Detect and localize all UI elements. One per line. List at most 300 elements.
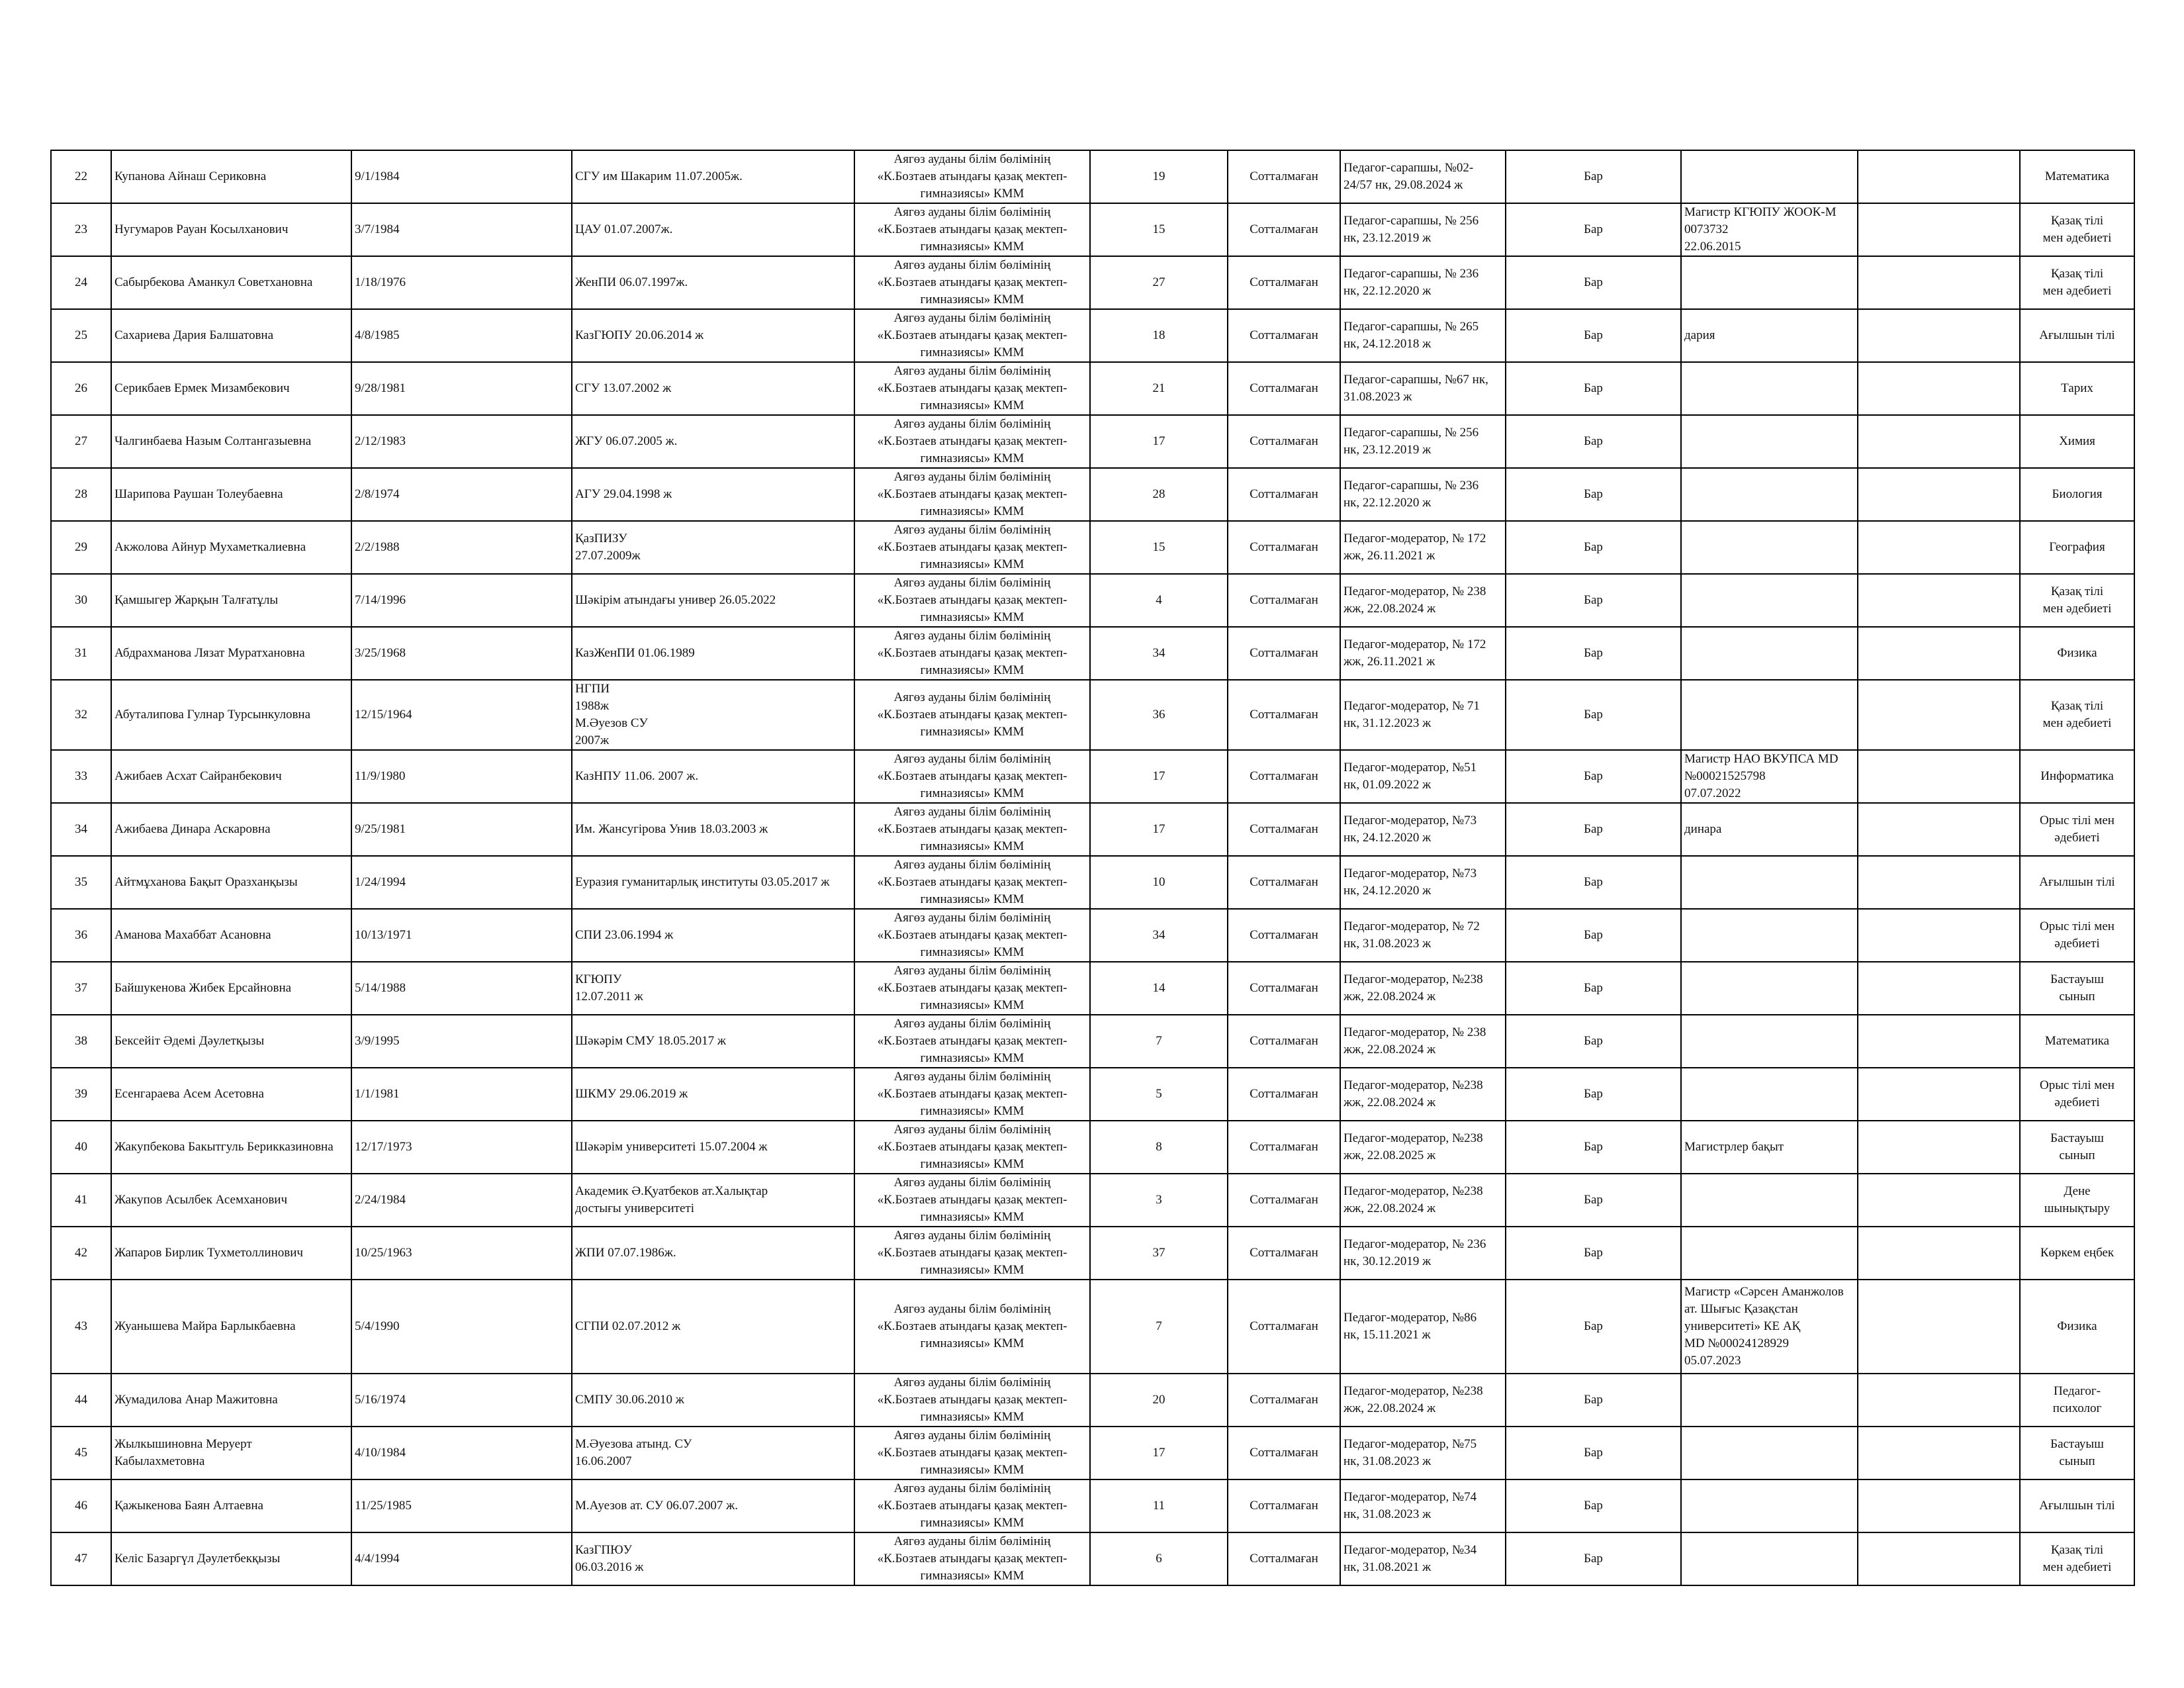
extra-notes-cell [1858,1374,2020,1427]
extra-notes-cell [1858,1427,2020,1479]
extra-notes-cell [1858,1227,2020,1280]
education-cell: Еуразия гуманитарлық институты 03.05.2017 ж [572,856,854,909]
availability-cell: Бар [1506,1174,1681,1227]
organization-cell: Аягөз ауданы білім бөлімінің «К.Бозтаев атындағы қазақ мектеп- гимназиясы» КММ [854,1015,1090,1068]
conviction-status-cell: Сотталмаған [1228,856,1340,909]
extra-notes-cell [1858,521,2020,574]
qualification-category-cell: Педагог-модератор, №75 нк, 31.08.2023 ж [1340,1427,1506,1479]
extra-notes-cell [1858,1479,2020,1532]
row-number-cell: 31 [51,627,111,680]
organization-cell: Аягөз ауданы білім бөлімінің «К.Бозтаев атындағы қазақ мектеп- гимназиясы» КММ [854,680,1090,750]
conviction-status-cell: Сотталмаған [1228,1015,1340,1068]
teacher-name-cell: Шарипова Раушан Толеубаевна [111,468,351,521]
experience-years-cell: 17 [1090,750,1228,803]
education-cell: СГУ им Шакарим 11.07.2005ж. [572,150,854,203]
organization-cell: Аягөз ауданы білім бөлімінің «К.Бозтаев атындағы қазақ мектеп- гимназиясы» КММ [854,1427,1090,1479]
education-cell: ЖПИ 07.07.1986ж. [572,1227,854,1280]
master-degree-cell [1681,1227,1858,1280]
subject-cell: Орыс тілі мен әдебиеті [2020,803,2134,856]
extra-notes-cell [1858,1174,2020,1227]
extra-notes-cell [1858,750,2020,803]
qualification-category-cell: Педагог-модератор, №73 нк, 24.12.2020 ж [1340,803,1506,856]
organization-cell: Аягөз ауданы білім бөлімінің «К.Бозтаев атындағы қазақ мектеп- гимназиясы» КММ [854,1280,1090,1374]
qualification-category-cell: Педагог-сарапшы, № 236 нк, 22.12.2020 ж [1340,256,1506,309]
availability-cell: Бар [1506,521,1681,574]
availability-cell: Бар [1506,362,1681,415]
conviction-status-cell: Сотталмаған [1228,521,1340,574]
table-row [51,1174,2134,1227]
conviction-status-cell: Сотталмаған [1228,574,1340,627]
teacher-name-cell: Қажыкенова Баян Алтаевна [111,1479,351,1532]
extra-notes-cell [1858,1121,2020,1174]
teacher-name-cell: Ажибаева Динара Аскаровна [111,803,351,856]
birth-date-cell: 11/25/1985 [351,1479,572,1532]
conviction-status-cell: Сотталмаған [1228,909,1340,962]
availability-cell: Бар [1506,309,1681,362]
row-number-cell: 23 [51,203,111,256]
master-degree-cell [1681,1427,1858,1479]
experience-years-cell: 15 [1090,203,1228,256]
table-row [51,962,2134,1015]
education-cell: КазЖенПИ 01.06.1989 [572,627,854,680]
birth-date-cell: 4/10/1984 [351,1427,572,1479]
experience-years-cell: 18 [1090,309,1228,362]
subject-cell: Бастауыш сынып [2020,962,2134,1015]
table-row [51,415,2134,468]
experience-years-cell: 11 [1090,1479,1228,1532]
extra-notes-cell [1858,856,2020,909]
subject-cell: Көркем еңбек [2020,1227,2134,1280]
organization-cell: Аягөз ауданы білім бөлімінің «К.Бозтаев атындағы қазақ мектеп- гимназиясы» КММ [854,1121,1090,1174]
conviction-status-cell: Сотталмаған [1228,1121,1340,1174]
conviction-status-cell: Сотталмаған [1228,150,1340,203]
birth-date-cell: 5/16/1974 [351,1374,572,1427]
education-cell: Им. Жансугірова Унив 18.03.2003 ж [572,803,854,856]
conviction-status-cell: Сотталмаған [1228,1427,1340,1479]
availability-cell: Бар [1506,909,1681,962]
organization-cell: Аягөз ауданы білім бөлімінің «К.Бозтаев атындағы қазақ мектеп- гимназиясы» КММ [854,909,1090,962]
extra-notes-cell [1858,803,2020,856]
education-cell: ЖенПИ 06.07.1997ж. [572,256,854,309]
subject-cell: Ағылшын тілі [2020,856,2134,909]
experience-years-cell: 8 [1090,1121,1228,1174]
conviction-status-cell: Сотталмаған [1228,203,1340,256]
birth-date-cell: 5/4/1990 [351,1280,572,1374]
subject-cell: Информатика [2020,750,2134,803]
organization-cell: Аягөз ауданы білім бөлімінің «К.Бозтаев атындағы қазақ мектеп- гимназиясы» КММ [854,627,1090,680]
conviction-status-cell: Сотталмаған [1228,309,1340,362]
table-row [51,1479,2134,1532]
experience-years-cell: 36 [1090,680,1228,750]
birth-date-cell: 2/8/1974 [351,468,572,521]
availability-cell: Бар [1506,1227,1681,1280]
teacher-name-cell: Абуталипова Гулнар Турсынкуловна [111,680,351,750]
subject-cell: Орыс тілі мен әдебиеті [2020,909,2134,962]
availability-cell: Бар [1506,468,1681,521]
organization-cell: Аягөз ауданы білім бөлімінің «К.Бозтаев атындағы қазақ мектеп- гимназиясы» КММ [854,803,1090,856]
experience-years-cell: 5 [1090,1068,1228,1121]
conviction-status-cell: Сотталмаған [1228,1479,1340,1532]
row-number-cell: 41 [51,1174,111,1227]
birth-date-cell: 4/8/1985 [351,309,572,362]
education-cell: НГПИ 1988ж М.Әуезов СУ 2007ж [572,680,854,750]
experience-years-cell: 7 [1090,1280,1228,1374]
row-number-cell: 42 [51,1227,111,1280]
row-number-cell: 28 [51,468,111,521]
table-row [51,909,2134,962]
row-number-cell: 29 [51,521,111,574]
birth-date-cell: 12/17/1973 [351,1121,572,1174]
conviction-status-cell: Сотталмаған [1228,803,1340,856]
row-number-cell: 39 [51,1068,111,1121]
subject-cell: Бастауыш сынып [2020,1427,2134,1479]
experience-years-cell: 10 [1090,856,1228,909]
table-row [51,803,2134,856]
birth-date-cell: 1/1/1981 [351,1068,572,1121]
extra-notes-cell [1858,150,2020,203]
master-degree-cell [1681,1532,1858,1585]
master-degree-cell: Магистр КГЮПУ ЖООК-М 0073732 22.06.2015 [1681,203,1858,256]
qualification-category-cell: Педагог-модератор, № 172 жж, 26.11.2021 ж [1340,521,1506,574]
qualification-category-cell: Педагог-модератор, №238 жж, 22.08.2025 ж [1340,1121,1506,1174]
extra-notes-cell [1858,574,2020,627]
master-degree-cell [1681,468,1858,521]
qualification-category-cell: Педагог-модератор, № 72 нк, 31.08.2023 ж [1340,909,1506,962]
availability-cell: Бар [1506,256,1681,309]
row-number-cell: 47 [51,1532,111,1585]
extra-notes-cell [1858,256,2020,309]
conviction-status-cell: Сотталмаған [1228,1532,1340,1585]
master-degree-cell [1681,574,1858,627]
table-row [51,627,2134,680]
table-row [51,680,2134,750]
subject-cell: Математика [2020,1015,2134,1068]
conviction-status-cell: Сотталмаған [1228,1068,1340,1121]
qualification-category-cell: Педагог-модератор, №238 жж, 22.08.2024 ж [1340,1174,1506,1227]
master-degree-cell [1681,256,1858,309]
master-degree-cell [1681,1479,1858,1532]
education-cell: КазГЮПУ 20.06.2014 ж [572,309,854,362]
organization-cell: Аягөз ауданы білім бөлімінің «К.Бозтаев атындағы қазақ мектеп- гимназиясы» КММ [854,1068,1090,1121]
teacher-name-cell: Жапаров Бирлик Тухметоллинович [111,1227,351,1280]
qualification-category-cell: Педагог-модератор, № 238 жж, 22.08.2024 ж [1340,1015,1506,1068]
row-number-cell: 30 [51,574,111,627]
teacher-name-cell: Чалгинбаева Назым Солтангазыевна [111,415,351,468]
row-number-cell: 40 [51,1121,111,1174]
availability-cell: Бар [1506,1427,1681,1479]
experience-years-cell: 17 [1090,803,1228,856]
education-cell: ЦАУ 01.07.2007ж. [572,203,854,256]
master-degree-cell [1681,680,1858,750]
qualification-category-cell: Педагог-модератор, №238 жж, 22.08.2024 ж [1340,1374,1506,1427]
conviction-status-cell: Сотталмаған [1228,1227,1340,1280]
teacher-name-cell: Жуанышева Майра Барлыкбаевна [111,1280,351,1374]
subject-cell: Химия [2020,415,2134,468]
table-row [51,750,2134,803]
master-degree-cell [1681,1068,1858,1121]
table-row [51,362,2134,415]
table-row [51,574,2134,627]
experience-years-cell: 37 [1090,1227,1228,1280]
teacher-name-cell: Нугумаров Рауан Косылханович [111,203,351,256]
subject-cell: Педагог- психолог [2020,1374,2134,1427]
qualification-category-cell: Педагог-модератор, №238 жж, 22.08.2024 ж [1340,1068,1506,1121]
education-cell: Шәкәрім университеті 15.07.2004 ж [572,1121,854,1174]
qualification-category-cell: Педагог-модератор, №74 нк, 31.08.2023 ж [1340,1479,1506,1532]
availability-cell: Бар [1506,150,1681,203]
teacher-name-cell: Жакупбекова Бакытгуль Берикказиновна [111,1121,351,1174]
master-degree-cell [1681,627,1858,680]
experience-years-cell: 3 [1090,1174,1228,1227]
extra-notes-cell [1858,680,2020,750]
birth-date-cell: 3/7/1984 [351,203,572,256]
availability-cell: Бар [1506,803,1681,856]
row-number-cell: 35 [51,856,111,909]
teacher-name-cell: Келіс Базаргүл Дәулетбекқызы [111,1532,351,1585]
conviction-status-cell: Сотталмаған [1228,1280,1340,1374]
birth-date-cell: 2/24/1984 [351,1174,572,1227]
table-row [51,1121,2134,1174]
conviction-status-cell: Сотталмаған [1228,256,1340,309]
experience-years-cell: 21 [1090,362,1228,415]
organization-cell: Аягөз ауданы білім бөлімінің «К.Бозтаев атындағы қазақ мектеп- гимназиясы» КММ [854,1374,1090,1427]
experience-years-cell: 17 [1090,415,1228,468]
organization-cell: Аягөз ауданы білім бөлімінің «К.Бозтаев атындағы қазақ мектеп- гимназиясы» КММ [854,1532,1090,1585]
availability-cell: Бар [1506,1532,1681,1585]
qualification-category-cell: Педагог-модератор, №73 нк, 24.12.2020 ж [1340,856,1506,909]
qualification-category-cell: Педагог-сарапшы, № 265 нк, 24.12.2018 ж [1340,309,1506,362]
subject-cell: Қазақ тілі мен әдебиеті [2020,574,2134,627]
organization-cell: Аягөз ауданы білім бөлімінің «К.Бозтаев атындағы қазақ мектеп- гимназиясы» КММ [854,309,1090,362]
education-cell: ШКМУ 29.06.2019 ж [572,1068,854,1121]
row-number-cell: 32 [51,680,111,750]
birth-date-cell: 4/4/1994 [351,1532,572,1585]
experience-years-cell: 34 [1090,627,1228,680]
education-cell: Академик Ә.Қуатбеков ат.Халықтар достығы университеті [572,1174,854,1227]
availability-cell: Бар [1506,1374,1681,1427]
organization-cell: Аягөз ауданы білім бөлімінің «К.Бозтаев атындағы қазақ мектеп- гимназиясы» КММ [854,1479,1090,1532]
table-row [51,256,2134,309]
birth-date-cell: 1/24/1994 [351,856,572,909]
master-degree-cell [1681,856,1858,909]
master-degree-cell [1681,415,1858,468]
birth-date-cell: 3/9/1995 [351,1015,572,1068]
availability-cell: Бар [1506,680,1681,750]
availability-cell: Бар [1506,1479,1681,1532]
conviction-status-cell: Сотталмаған [1228,1374,1340,1427]
teacher-name-cell: Аманова Махаббат Асановна [111,909,351,962]
birth-date-cell: 2/2/1988 [351,521,572,574]
conviction-status-cell: Сотталмаған [1228,468,1340,521]
qualification-category-cell: Педагог-сарапшы, № 236 нк, 22.12.2020 ж [1340,468,1506,521]
availability-cell: Бар [1506,574,1681,627]
table-row [51,1532,2134,1585]
teacher-name-cell: Есенгараева Асем Асетовна [111,1068,351,1121]
organization-cell: Аягөз ауданы білім бөлімінің «К.Бозтаев атындағы қазақ мектеп- гимназиясы» КММ [854,1227,1090,1280]
organization-cell: Аягөз ауданы білім бөлімінің «К.Бозтаев атындағы қазақ мектеп- гимназиясы» КММ [854,203,1090,256]
row-number-cell: 37 [51,962,111,1015]
conviction-status-cell: Сотталмаған [1228,680,1340,750]
staff-table [50,150,2135,1586]
row-number-cell: 33 [51,750,111,803]
teacher-name-cell: Серикбаев Ермек Мизамбекович [111,362,351,415]
extra-notes-cell [1858,909,2020,962]
birth-date-cell: 11/9/1980 [351,750,572,803]
table-row [51,1227,2134,1280]
qualification-category-cell: Педагог-модератор, №51 нк, 01.09.2022 ж [1340,750,1506,803]
experience-years-cell: 6 [1090,1532,1228,1585]
experience-years-cell: 4 [1090,574,1228,627]
availability-cell: Бар [1506,856,1681,909]
teacher-name-cell: Байшукенова Жибек Ерсайновна [111,962,351,1015]
organization-cell: Аягөз ауданы білім бөлімінің «К.Бозтаев атындағы қазақ мектеп- гимназиясы» КММ [854,256,1090,309]
row-number-cell: 45 [51,1427,111,1479]
table-row [51,468,2134,521]
birth-date-cell: 2/12/1983 [351,415,572,468]
teacher-name-cell: Қамшыгер Жарқын Талғатұлы [111,574,351,627]
table-body [51,150,2134,1585]
row-number-cell: 36 [51,909,111,962]
birth-date-cell: 10/13/1971 [351,909,572,962]
subject-cell: Бастауыш сынып [2020,1121,2134,1174]
table-row [51,1280,2134,1374]
experience-years-cell: 34 [1090,909,1228,962]
organization-cell: Аягөз ауданы білім бөлімінің «К.Бозтаев атындағы қазақ мектеп- гимназиясы» КММ [854,150,1090,203]
row-number-cell: 46 [51,1479,111,1532]
table-row [51,309,2134,362]
master-degree-cell: дария [1681,309,1858,362]
availability-cell: Бар [1506,627,1681,680]
subject-cell: География [2020,521,2134,574]
education-cell: М.Ауезов ат. СУ 06.07.2007 ж. [572,1479,854,1532]
qualification-category-cell: Педагог-модератор, № 172 жж, 26.11.2021 ж [1340,627,1506,680]
qualification-category-cell: Педагог-модератор, №86 нк, 15.11.2021 ж [1340,1280,1506,1374]
qualification-category-cell: Педагог-сарапшы, № 256 нк, 23.12.2019 ж [1340,203,1506,256]
organization-cell: Аягөз ауданы білім бөлімінің «К.Бозтаев атындағы қазақ мектеп- гимназиясы» КММ [854,521,1090,574]
organization-cell: Аягөз ауданы білім бөлімінің «К.Бозтаев атындағы қазақ мектеп- гимназиясы» КММ [854,856,1090,909]
availability-cell: Бар [1506,415,1681,468]
birth-date-cell: 9/25/1981 [351,803,572,856]
education-cell: ЖГУ 06.07.2005 ж. [572,415,854,468]
subject-cell: Ағылшын тілі [2020,1479,2134,1532]
table-row [51,1068,2134,1121]
availability-cell: Бар [1506,1068,1681,1121]
extra-notes-cell [1858,1532,2020,1585]
organization-cell: Аягөз ауданы білім бөлімінің «К.Бозтаев атындағы қазақ мектеп- гимназиясы» КММ [854,750,1090,803]
subject-cell: Физика [2020,1280,2134,1374]
row-number-cell: 38 [51,1015,111,1068]
experience-years-cell: 7 [1090,1015,1228,1068]
conviction-status-cell: Сотталмаған [1228,415,1340,468]
experience-years-cell: 28 [1090,468,1228,521]
conviction-status-cell: Сотталмаған [1228,627,1340,680]
table-row [51,1374,2134,1427]
teacher-name-cell: Бексейіт Әдемі Дәулетқызы [111,1015,351,1068]
subject-cell: Орыс тілі мен әдебиеті [2020,1068,2134,1121]
organization-cell: Аягөз ауданы білім бөлімінің «К.Бозтаев атындағы қазақ мектеп- гимназиясы» КММ [854,1174,1090,1227]
subject-cell: Қазақ тілі мен әдебиеті [2020,680,2134,750]
education-cell: СГПИ 02.07.2012 ж [572,1280,854,1374]
subject-cell: Физика [2020,627,2134,680]
master-degree-cell [1681,150,1858,203]
extra-notes-cell [1858,415,2020,468]
qualification-category-cell: Педагог-модератор, № 71 нк, 31.12.2023 ж [1340,680,1506,750]
education-cell: КазНПУ 11.06. 2007 ж. [572,750,854,803]
birth-date-cell: 9/28/1981 [351,362,572,415]
availability-cell: Бар [1506,203,1681,256]
extra-notes-cell [1858,309,2020,362]
availability-cell: Бар [1506,962,1681,1015]
organization-cell: Аягөз ауданы білім бөлімінің «К.Бозтаев атындағы қазақ мектеп- гимназиясы» КММ [854,415,1090,468]
subject-cell: Ағылшын тілі [2020,309,2134,362]
subject-cell: Математика [2020,150,2134,203]
master-degree-cell [1681,909,1858,962]
education-cell: КГЮПУ 12.07.2011 ж [572,962,854,1015]
subject-cell: Қазақ тілі мен әдебиеті [2020,1532,2134,1585]
experience-years-cell: 17 [1090,1427,1228,1479]
education-cell: М.Әуезова атынд. СУ 16.06.2007 [572,1427,854,1479]
subject-cell: Қазақ тілі мен әдебиеті [2020,203,2134,256]
teacher-name-cell: Жумадилова Анар Мажитовна [111,1374,351,1427]
table-row [51,1015,2134,1068]
master-degree-cell [1681,362,1858,415]
experience-years-cell: 15 [1090,521,1228,574]
master-degree-cell [1681,521,1858,574]
table-row [51,1427,2134,1479]
organization-cell: Аягөз ауданы білім бөлімінің «К.Бозтаев атындағы қазақ мектеп- гимназиясы» КММ [854,362,1090,415]
row-number-cell: 43 [51,1280,111,1374]
teacher-name-cell: Купанова Айнаш Сериковна [111,150,351,203]
birth-date-cell: 10/25/1963 [351,1227,572,1280]
birth-date-cell: 5/14/1988 [351,962,572,1015]
master-degree-cell: динара [1681,803,1858,856]
subject-cell: Тарих [2020,362,2134,415]
master-degree-cell [1681,1174,1858,1227]
organization-cell: Аягөз ауданы білім бөлімінің «К.Бозтаев атындағы қазақ мектеп- гимназиясы» КММ [854,574,1090,627]
extra-notes-cell [1858,1068,2020,1121]
birth-date-cell: 1/18/1976 [351,256,572,309]
row-number-cell: 25 [51,309,111,362]
education-cell: СПИ 23.06.1994 ж [572,909,854,962]
table-row [51,856,2134,909]
teacher-name-cell: Сахариева Дария Балшатовна [111,309,351,362]
teacher-name-cell: Ажибаев Асхат Сайранбекович [111,750,351,803]
birth-date-cell: 9/1/1984 [351,150,572,203]
extra-notes-cell [1858,627,2020,680]
organization-cell: Аягөз ауданы білім бөлімінің «К.Бозтаев атындағы қазақ мектеп- гимназиясы» КММ [854,468,1090,521]
education-cell: Шәкәрім СМУ 18.05.2017 ж [572,1015,854,1068]
qualification-category-cell: Педагог-модератор, № 238 жж, 22.08.2024 ж [1340,574,1506,627]
conviction-status-cell: Сотталмаған [1228,750,1340,803]
education-cell: СМПУ 30.06.2010 ж [572,1374,854,1427]
experience-years-cell: 27 [1090,256,1228,309]
row-number-cell: 44 [51,1374,111,1427]
teacher-name-cell: Абдрахманова Лязат Муратхановна [111,627,351,680]
birth-date-cell: 7/14/1996 [351,574,572,627]
teacher-name-cell: Жылкышиновна Меруерт Кабылахметовна [111,1427,351,1479]
subject-cell: Қазақ тілі мен әдебиеті [2020,256,2134,309]
experience-years-cell: 20 [1090,1374,1228,1427]
qualification-category-cell: Педагог-модератор, № 236 нк, 30.12.2019 ж [1340,1227,1506,1280]
row-number-cell: 34 [51,803,111,856]
qualification-category-cell: Педагог-модератор, №238 жж, 22.08.2024 ж [1340,962,1506,1015]
experience-years-cell: 19 [1090,150,1228,203]
organization-cell: Аягөз ауданы білім бөлімінің «К.Бозтаев атындағы қазақ мектеп- гимназиясы» КММ [854,962,1090,1015]
qualification-category-cell: Педагог-сарапшы, №67 нк, 31.08.2023 ж [1340,362,1506,415]
availability-cell: Бар [1506,1015,1681,1068]
experience-years-cell: 14 [1090,962,1228,1015]
extra-notes-cell [1858,1280,2020,1374]
